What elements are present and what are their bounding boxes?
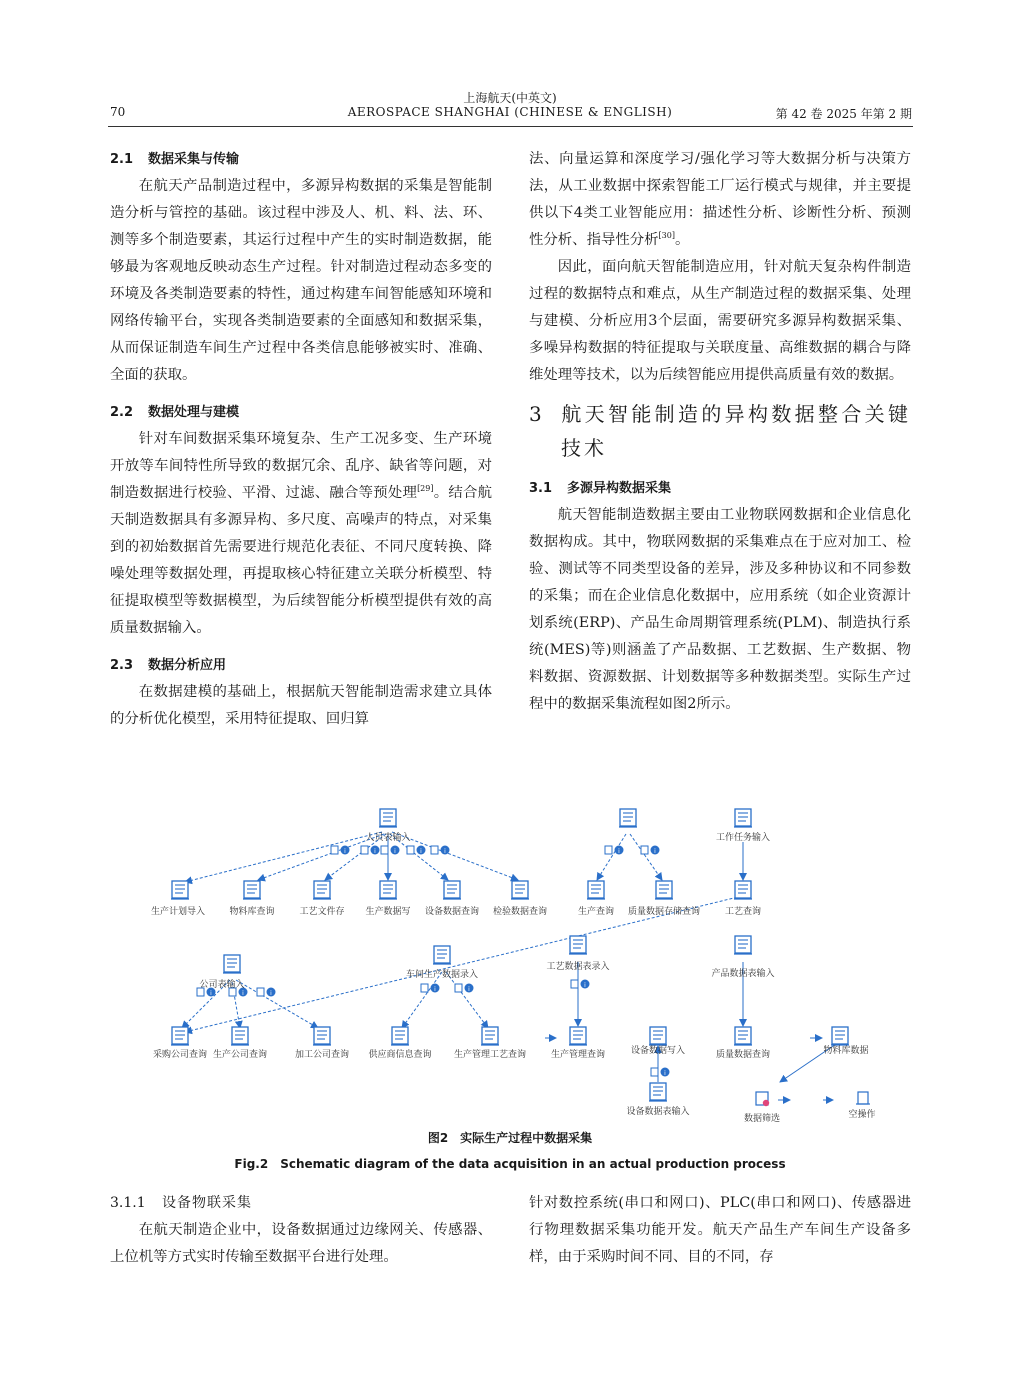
node-equipment-input [626,1083,689,1117]
svg-text:生产计划导入: 生产计划导入 [150,907,206,917]
node-task-input [716,809,770,843]
svg-text:工艺数据表录入: 工艺数据表录入 [546,962,610,972]
section-heading-3: 3 航天智能制造的异构数据整合关键技术 [529,402,911,460]
paragraph: 因此，面向航天智能制造应用，针对航天复杂构件制造过程的数据特点和难点，从生产制造过程的数据采集、处理与建模、分析应用3个层面，需要研究多源异构数据采集、多噪异构数据的特征提取与关联度量、高维数据的耦合与降维处理等技术，以为后续智能应用提供高质量有效的数据。 [529,259,911,383]
section-heading-2-3: 2.3 数据分析应用 [110,658,227,673]
section-heading-3-1: 3.1 多源异构数据采集 [529,481,672,496]
svg-text:生产管理查询: 生产管理查询 [550,1050,606,1060]
svg-text:工艺查询: 工艺查询 [724,907,762,917]
node-material-query [229,881,274,917]
figure-caption-en: Fig.2 Schematic diagram of the data acquisition in an actual production process [234,1157,786,1171]
node-equipment-query [425,881,479,917]
issue-info: 第 42 卷 2025 年第 2 期 [775,107,912,121]
node-quality-query [716,1027,770,1060]
node-production-write [365,881,410,917]
svg-text:物料库数据: 物料库数据 [823,1046,869,1056]
paragraph: 在数据建模的基础上，根据航天智能制造需求建立具体的分析优化模型，采用特征提取、回归算 [110,684,492,727]
figure-caption-cn: 图2 实际生产过程中数据采集 [427,1131,593,1145]
svg-text:供应商信息查询: 供应商信息查询 [368,1050,432,1060]
node-management-process [454,1027,526,1060]
svg-text:设备数据表输入: 设备数据表输入 [626,1107,690,1117]
svg-text:车间生产数据录入: 车间生产数据录入 [405,970,479,980]
svg-text:生产公司查询: 生产公司查询 [212,1050,268,1060]
node-production-query [578,881,614,917]
svg-text:数据筛选: 数据筛选 [743,1114,781,1124]
svg-text:空操作: 空操作 [848,1110,876,1120]
svg-text:人员表输入: 人员表输入 [365,833,411,843]
svg-text:质量数据存储查询: 质量数据存储查询 [627,907,701,917]
svg-text:质量数据查询: 质量数据查询 [715,1050,771,1060]
paragraph: 航天智能制造数据主要由工业物联网数据和企业信息化数据构成。其中，物联网数据的采集难点在于应对加工、检验、测试等不同类型设备的差异，涉及多种协议和不同参数的采集；而在企业信息化数据中，应用系统（如企业资源计划系统(ERP)、产品生命周期管理系统(PLM)、制造执行系统(MES)等)则涵盖了产品数据、工艺数据、生产数据、物料数据、资源数据、计划数据等多种数据类型。实际生产过程中的数据采集流程如图2所示。 [529,507,911,712]
citation: [30] [658,231,675,241]
paragraph: 在航天产品制造过程中，多源异构数据的采集是智能制造分析与管控的基础。该过程中涉及人、机、料、法、环、测等多个制造要素，其运行过程中产生的实时制造数据，能够最为客观地反映动态生产过程。针对制造过程动态多变的环境及各类制造要素的特性，通过构建车间智能感知环境和网络传输平台，实现各类制造要素的全面感知和数据采集，从而保证制造车间生产过程中各类信息能够被实时、准确、全面的获取。 [110,178,492,383]
section-heading-2-1: 2.1 数据采集与传输 [110,152,240,167]
node-supplier-query [368,1027,431,1060]
svg-text:设备数据查询: 设备数据查询 [424,907,480,917]
node-company-query [213,1027,267,1060]
node-data-filter [744,1092,780,1124]
svg-text:工作任务输入: 工作任务输入 [715,833,771,843]
citation: [29] [417,484,434,494]
node-quality-store [628,881,700,917]
node-material-data [823,1027,868,1056]
node-management-query [551,1027,605,1060]
svg-text:检验数据查询: 检验数据查询 [492,907,548,917]
node-process-file [299,881,344,917]
node-product-input [711,936,774,979]
svg-text:产品数据表输入: 产品数据表输入 [711,969,775,979]
node-machining-query [295,1027,349,1060]
node-equipment-write [631,1027,685,1056]
svg-text:生产查询: 生产查询 [577,907,615,917]
node-plan-entry [151,881,205,917]
svg-text:采购公司查询: 采购公司查询 [152,1050,208,1060]
svg-text:物料库查询: 物料库查询 [229,907,275,917]
section-heading-3-1-1: 3.1.1 设备物联采集 [110,1195,252,1211]
node-noop [848,1092,875,1120]
svg-text:工艺文件存: 工艺文件存 [299,907,345,917]
paragraph: 法、向量运算和深度学习/强化学习等大数据分析与决策方法，从工业数据中探索智能工厂运行模式与规律，并主要提供以下4类工业智能应用：描述性分析、诊断性分析、预测性分析、指导性分析[30]。 [529,151,911,248]
paragraph: 针对车间数据采集环境复杂、生产工况多变、生产环境开放等车间特性所导致的数据冗余、乱序、缺省等问题，对制造数据进行校验、平滑、过滤、融合等预处理[29]。结合航天制造数据具有多源异构、多尺度、高噪声的特点，对采集到的初始数据首先需要进行规范化表征、不同尺度转换、降噪处理等数据处理，再提取核心特征建立关联分析模型、特征提取模型等数据模型，为后续智能分析模型提供有效的高质量数据输入。 [110,431,492,636]
svg-text:设备数据写入: 设备数据写入 [630,1046,686,1056]
paragraph: 在航天制造企业中，设备数据通过边缘网关、传感器、上位机等方式实时传输至数据平台进行处理。 [110,1222,492,1265]
svg-text:加工公司查询: 加工公司查询 [294,1050,350,1060]
node-company-input [199,955,244,990]
paragraph: 针对数控系统(串口和网口)、PLC(串口和网口)、传感器进行物理数据采集功能开发。航天产品生产车间生产设备多样，由于采购时间不同、目的不同，存 [529,1195,911,1265]
flow-diagram: i 人员表输入 工作任务输入 生产计划导入 物料库查询 工艺文件存 生产数据写 设备数据查询 检验数据查询 生产查询 质量数据存储查询 工艺查询 公司表输入 车间生产数据录入 工艺数据表录入 产品数据表输入 采购公司查询 生产公司查询 加工公司查询 供应商信息查询 生产管理工艺查询 生产管理查询 设备数据写入 质量数据查询 物料库数据 设备数据表输入 数据筛选 空操作 [2,0,876,1124]
page-number: 70 [110,105,126,119]
node-personnel-input [365,809,410,843]
svg-text:生产数据写: 生产数据写 [365,907,411,917]
section-heading-2-2: 2.2 数据处理与建模 [110,405,240,420]
node-purchase-query [153,1027,207,1060]
bottom-right-column [529,1190,911,1271]
node-inspection-query [493,881,547,917]
journal-title-cn: 上海航天(中英文) [463,91,557,105]
node-plan-import [619,809,637,827]
bottom-left-column [110,1190,492,1271]
svg-text:生产管理工艺查询: 生产管理工艺查询 [453,1050,527,1060]
journal-title-en: AEROSPACE SHANGHAI (CHINESE & ENGLISH) [347,105,673,119]
svg-text:公司表输入: 公司表输入 [199,980,245,990]
